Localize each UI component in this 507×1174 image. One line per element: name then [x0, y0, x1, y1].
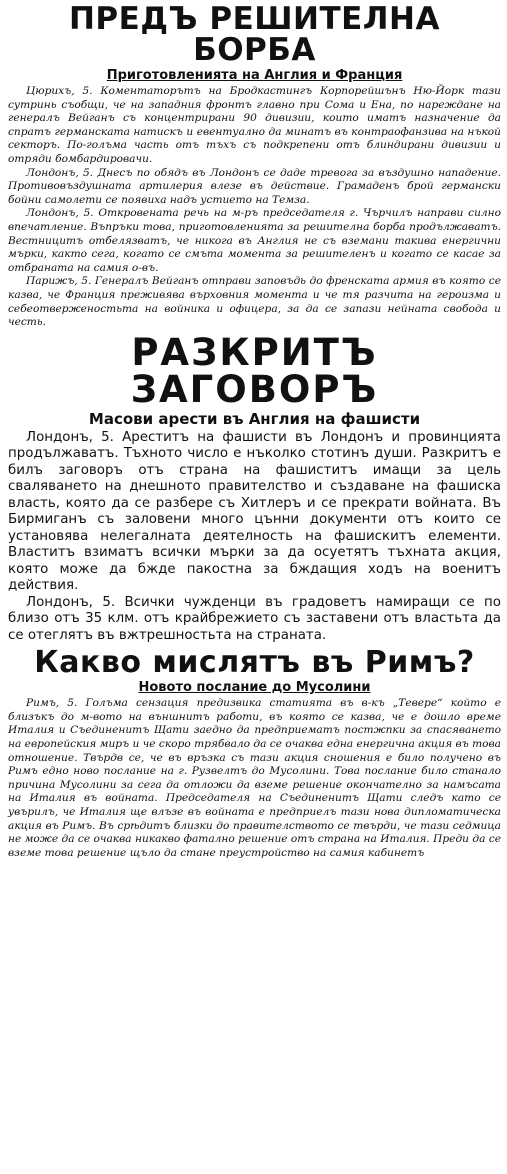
article-subheadline: Новото послание до Мусолини: [138, 680, 371, 696]
article-paragraph: Лондонъ, 5. Всички чужденци въ градоветъ намиращи се по близо отъ 35 клм. отъ крайбрежието съ заставени отъ властьта да се отеглятъ въ вжтрешностьта на страната.: [8, 594, 501, 643]
article-headline: ПРЕДЪ РЕШИТЕЛНА БОРБА: [68, 1, 440, 68]
article-paragraph: Лондонъ, 5. Откровената речь на м-ръ председателя г. Чърчилъ направи силно впечатление. Въпръки това, приготовленията за решителна борба продължаватъ. Вестницитъ отбелязватъ, че никога въ Англия не съ вземани такива енергични мърки, както сега, когато се смъта момента за решителенъ и когато се касае за отбраната на самия о-въ.: [8, 207, 501, 274]
article-headline: Какво мислятъ въ Римъ?: [34, 645, 475, 681]
article-what-rome-thinks: [0, 645, 507, 860]
article-paragraph: Римъ, 5. Голъма сензация предизвика статията въ в-къ „Тевере“ който е близъкъ до м-вото на външнитъ работи, въ която се казва, че е дошло време Италия и Съединенитъ Щати заедно да предприематъ постжпки за спасяването на европейския миръ и че скоро трябвало да се очаква една енергична акция въ това отношение. Твърдв се, че въ връзка съ тази акция сношения е било получено въ Римъ едно ново послание на г. Рузвелтъ до Мусолини. Това послание било станало причина Мусолини за сега да отложи да вземе решение окончателно за намъсата на Италия въ войната. Председателя на Съединенитъ Щати следъ като се увърилъ, че Италия ще влъзе въ войната е предприелъ тази нова дипломатическа акция въ Римъ. Въ срѣдитъ близки до правителството се твърди, че тази седмица не може да се очаква никакво фатално решение отъ страна на Италия. Преди да се вземе това решение щъло да стане преустройство на самия кабинетъ: [8, 697, 501, 859]
article-subheadline: Приготовленията на Англия и Франция: [106, 68, 403, 83]
article-paragraph: Цюрихъ, 5. Коментаторътъ на Бродкастингъ Корпорейшънъ Ню-Йорк тази сутринь съобщи, че на западния фронтъ главно при Сома и Ена, по нареждане на генералъ Вейганъ съ концентрирани 90 дивизии, които иматъ назначение да спратъ германската натискъ и евентуално да минатъ въ контраофанзива на нъкой секторъ. По-голъма часть отъ тъхъ съ подкрепени отъ блиндирани дивизии и отряди бомбардировачи.: [8, 85, 501, 165]
article-subheadline: Масови арести въ Англия на фашисти: [88, 409, 421, 428]
article-headline: РАЗКРИТЪ ЗАГОВОРЪ: [130, 330, 379, 411]
article-paragraph: Парижъ, 5. Генералъ Вейганъ отправи заповъдь до френската армия въ която се казва, че Франция преживява върховния момента и че тя разчита на героизма и себеотверженостьта на войника и офицера, за да се запази нейната свобода и честь.: [8, 275, 501, 329]
article-uncovered-plot: [0, 330, 507, 645]
article-decisive-struggle: [0, 1, 507, 330]
article-paragraph: Лондонъ, 5. Ареститъ на фашисти въ Лондонъ и провинцията продължаватъ. Тъхното число е нъколко стотинъ души. Разкритъ е билъ заговоръ отъ страна на фашиститъ имащи за цель сваляването на днешното правителство и създаване на фашиска власть, която да се разбере съ Хитлеръ и се прекрати войната. Въ Бирмиганъ съ заловени много цънни документи отъ които се установява нелегалната деятелность на фашискитъ елементи. Властитъ взиматъ всички мърки за да осуетятъ тъхната акция, която може да бжде пакостна за бждащия ходъ на военитъ действия.: [8, 429, 501, 594]
article-paragraph: Лондонъ, 5. Днесъ по обядъ въ Лондонъ се даде тревога за въздушно нападение. Противовъздушната артилерия влезе въ действие. Грамаденъ брой германски бойни самолети се появиха надъ устието на Темза.: [8, 166, 501, 206]
